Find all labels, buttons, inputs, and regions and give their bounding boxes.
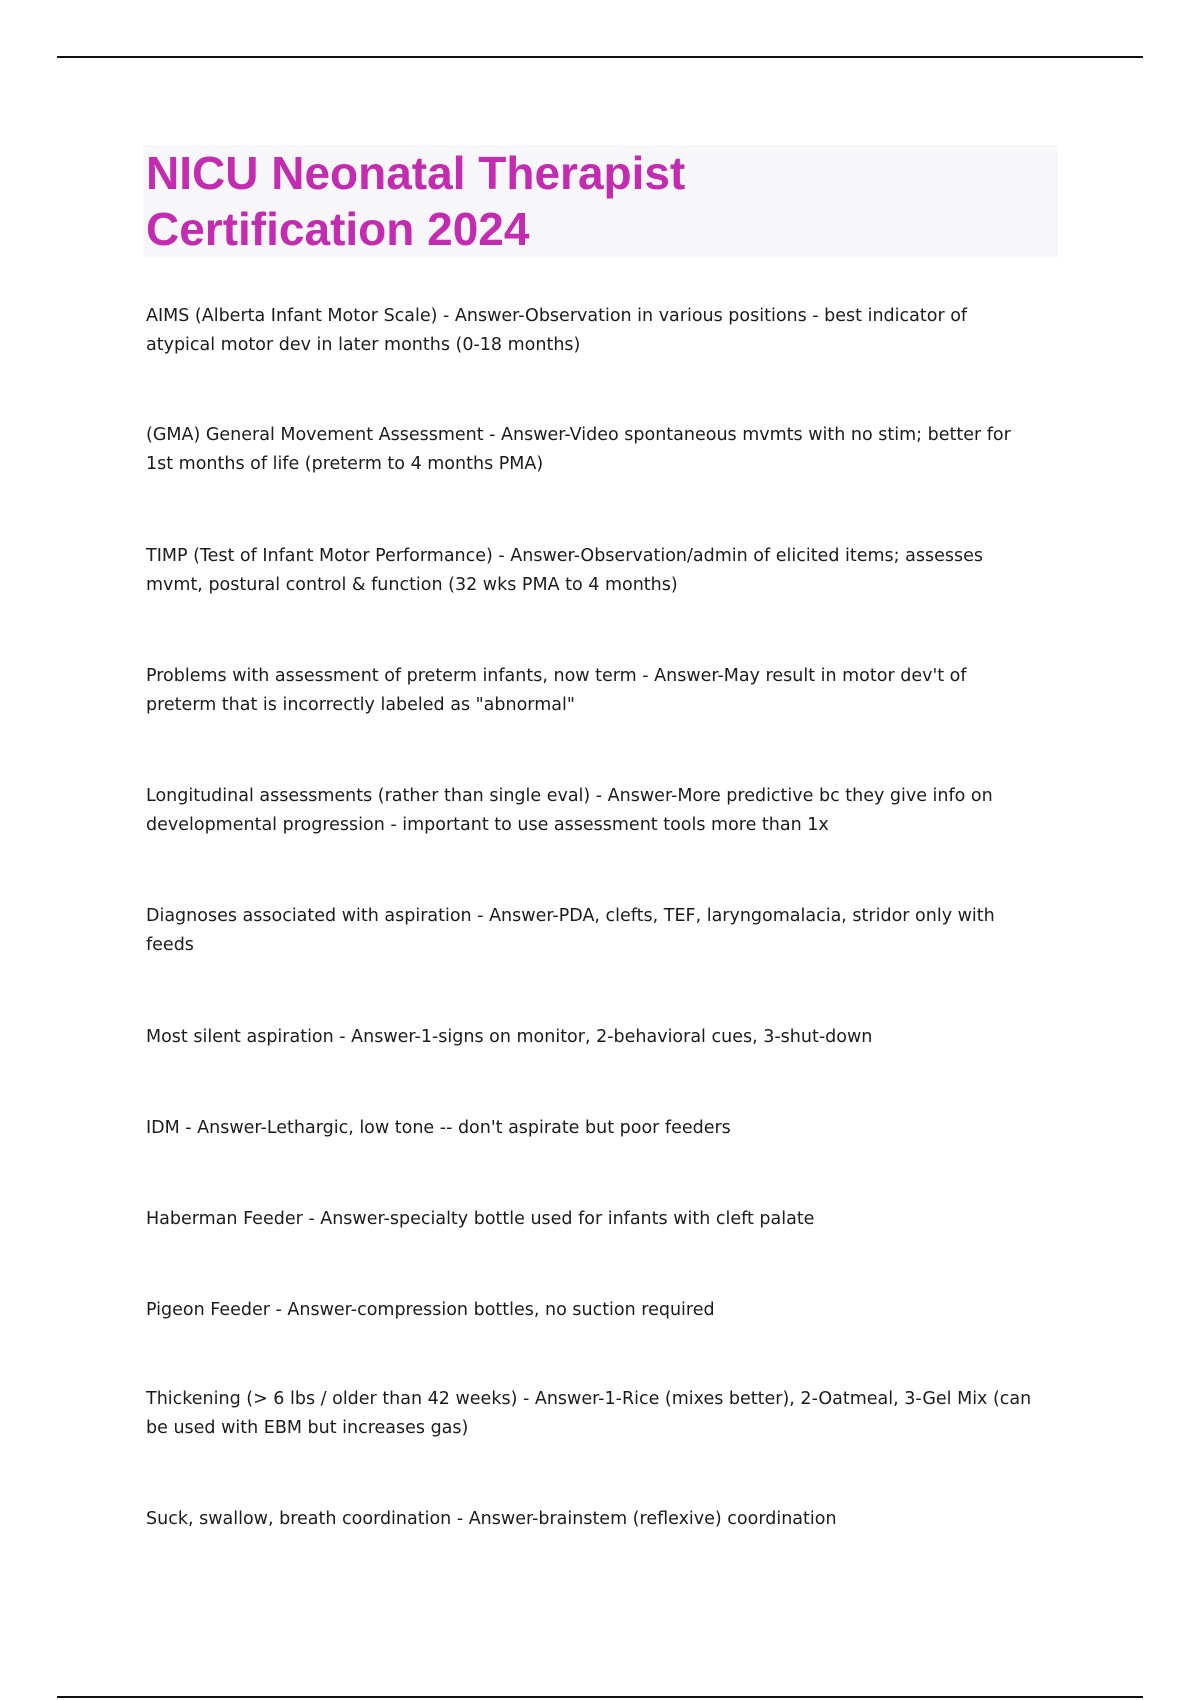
qa-entry: [146, 1205, 1061, 1234]
top-rule: [57, 56, 1143, 58]
qa-entry: [146, 1023, 1061, 1052]
qa-entry-line: IDM - Answer-Lethargic, low tone -- don't aspirate but poor feeders: [146, 1118, 731, 1138]
document-title-line-1: NICU Neonatal Therapist: [146, 147, 686, 199]
qa-entry-line: Longitudinal assessments (rather than single eval) - Answer-More predictive bc they give info on: [146, 786, 993, 806]
qa-entry: [146, 1296, 1061, 1325]
qa-entry-line: TIMP (Test of Infant Motor Performance) - Answer-Observation/admin of elicited items; assesses: [146, 546, 983, 566]
qa-entry-line: feeds: [146, 935, 194, 955]
qa-entry: [146, 662, 1061, 720]
qa-entry-line: mvmt, postural control & function (32 wks PMA to 4 months): [146, 575, 678, 595]
qa-entry-line: Suck, swallow, breath coordination - Answer-brainstem (reflexive) coordination: [146, 1509, 837, 1529]
qa-entry-line: Problems with assessment of preterm infants, now term - Answer-May result in motor dev't of: [146, 666, 967, 686]
qa-entry-line: Pigeon Feeder - Answer-compression bottles, no suction required: [146, 1300, 715, 1320]
qa-entry-line: (GMA) General Movement Assessment - Answer-Video spontaneous mvmts with no stim; better for: [146, 425, 1011, 445]
qa-entry-line: Diagnoses associated with aspiration - Answer-PDA, clefts, TEF, laryngomalacia, stridor only with: [146, 906, 995, 926]
qa-entry: [146, 782, 1061, 840]
document-title-line-2: Certification 2024: [146, 203, 530, 255]
qa-entry-line: Most silent aspiration - Answer-1-signs on monitor, 2-behavioral cues, 3-shut-down: [146, 1027, 873, 1047]
qa-entry: [146, 1385, 1061, 1443]
qa-entry-line: be used with EBM but increases gas): [146, 1418, 469, 1438]
qa-entry-line: Haberman Feeder - Answer-specialty bottle used for infants with cleft palate: [146, 1209, 815, 1229]
qa-entry: [146, 302, 1061, 360]
qa-entry: [146, 421, 1061, 479]
qa-entry: [146, 542, 1061, 600]
qa-entry-line: atypical motor dev in later months (0-18 months): [146, 335, 581, 355]
qa-entry-line: developmental progression - important to use assessment tools more than 1x: [146, 815, 829, 835]
qa-entry-line: preterm that is incorrectly labeled as "abnormal": [146, 695, 575, 715]
qa-entry: [146, 1505, 1061, 1534]
bottom-rule: [57, 1696, 1143, 1698]
qa-entry-line: Thickening (> 6 lbs / older than 42 weeks) - Answer-1-Rice (mixes better), 2-Oatmeal, 3-Gel Mix (can: [146, 1389, 1032, 1409]
qa-entry: [146, 902, 1061, 960]
qa-entry-line: AIMS (Alberta Infant Motor Scale) - Answer-Observation in various positions - best indicator of: [146, 306, 968, 326]
qa-entry-line: 1st months of life (preterm to 4 months PMA): [146, 454, 544, 474]
qa-entry: [146, 1114, 1061, 1143]
